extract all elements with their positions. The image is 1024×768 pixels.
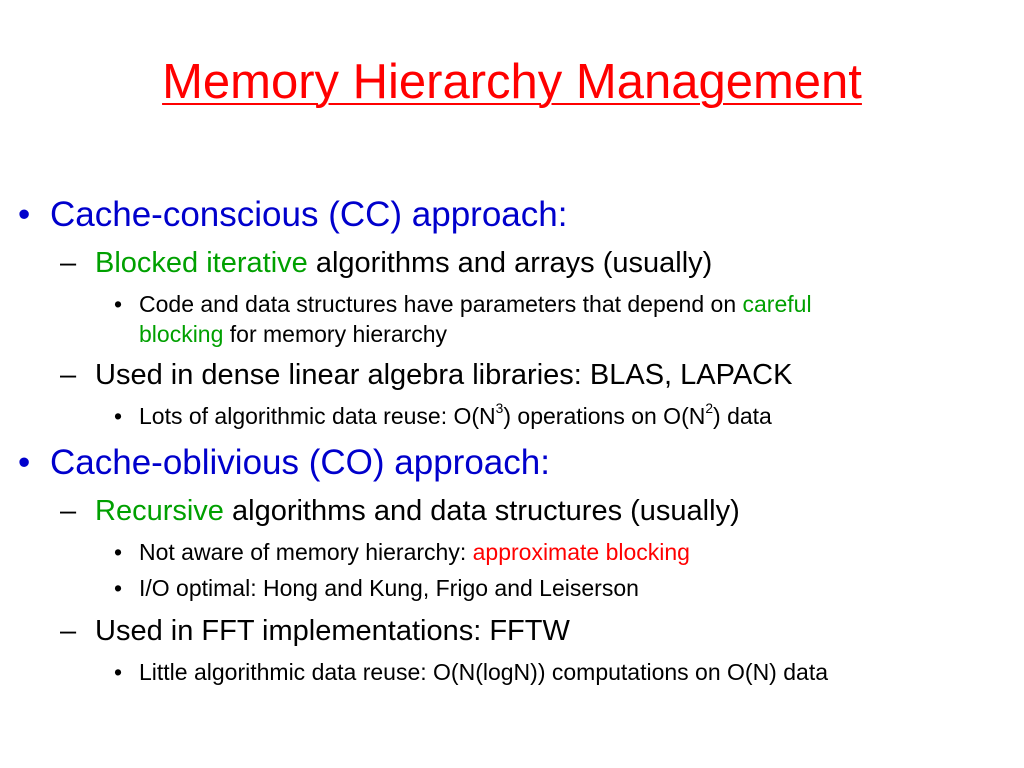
cc-lots-line — [139, 402, 772, 430]
co-io-line: I/O optimal: Hong and Kung, Frigo and Leiserson — [139, 575, 639, 601]
co-little-line: Little algorithmic data reuse: O(N(logN)) computations on O(N) data — [139, 659, 829, 685]
careful-highlight: careful — [742, 291, 812, 317]
bullet-icon: • — [18, 195, 31, 234]
co-heading: Cache-oblivious (CO) approach: — [50, 443, 550, 482]
lots-sup-2: 2 — [705, 401, 714, 417]
cc-used-line: Used in dense linear algebra libraries: BLAS, LAPACK — [95, 359, 793, 391]
lots-sup-1: 3 — [495, 401, 504, 417]
code-text-2: for memory hierarchy — [223, 321, 448, 347]
blocked-iterative-text: algorithms and arrays (usually) — [307, 247, 713, 279]
recursive-text: algorithms and data structures (usually) — [223, 495, 740, 527]
blocking-highlight: blocking — [139, 321, 224, 347]
notaware-text: Not aware of memory hierarchy: — [139, 539, 473, 565]
co-notaware-line — [139, 538, 690, 566]
approximate-blocking-highlight: approximate blocking — [472, 539, 690, 565]
bullet-icon: • — [114, 539, 123, 565]
cc-code-line-1 — [139, 290, 812, 318]
cc-blocked-line — [95, 246, 712, 280]
lots-text-c: ) data — [713, 403, 772, 429]
bullet-icon: • — [18, 443, 31, 482]
code-text-1: Code and data structures have parameters that depend on — [139, 291, 743, 317]
blocked-iterative-highlight: Blocked iterative — [95, 247, 308, 279]
dash-icon: – — [60, 495, 77, 527]
cc-heading: Cache-conscious (CC) approach: — [50, 195, 568, 234]
bullet-icon: • — [114, 575, 123, 601]
co-used-line: Used in FFT implementations: FFTW — [95, 615, 570, 647]
bullet-icon: • — [114, 659, 123, 685]
dash-icon: – — [60, 615, 77, 647]
bullet-icon: • — [114, 403, 123, 429]
cc-code-line-2 — [139, 320, 447, 348]
co-recursive-line — [95, 494, 740, 528]
dash-icon: – — [60, 359, 77, 391]
slide-title: Memory Hierarchy Management — [162, 55, 862, 109]
bullet-icon: • — [114, 291, 123, 317]
lots-text-b: ) operations on O(N — [503, 403, 706, 429]
recursive-highlight: Recursive — [95, 495, 224, 527]
lots-text-a: Lots of algorithmic data reuse: O(N — [139, 403, 496, 429]
dash-icon: – — [60, 247, 77, 279]
